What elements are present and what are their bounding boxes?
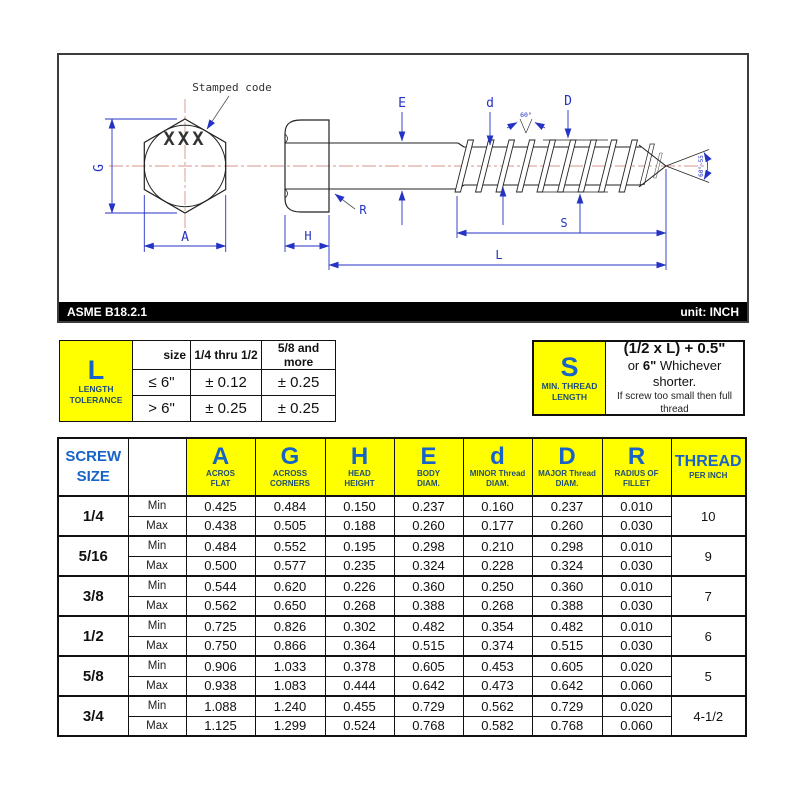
- screw-size-header: SCREW SIZE: [58, 438, 128, 496]
- main-dimension-table: [57, 437, 747, 737]
- value-cell: 0.544: [186, 576, 255, 596]
- value-cell: 0.237: [532, 496, 602, 516]
- col-header-large-sizes: 5/8 and more: [262, 341, 336, 370]
- value-cell: 0.729: [394, 696, 463, 716]
- value-cell: 0.010: [602, 576, 671, 596]
- value-cell: 1.083: [255, 676, 325, 696]
- value-cell: 0.060: [602, 716, 671, 736]
- stamped-code-label: Stamped code: [192, 81, 272, 94]
- value-cell: 0.360: [394, 576, 463, 596]
- value-cell: 0.866: [255, 636, 325, 656]
- screw-technical-drawing: [59, 55, 747, 302]
- value-cell: 0.425: [186, 496, 255, 516]
- col-header-g: G ACROSS CORNERS: [255, 438, 325, 496]
- dim-label-l: L: [495, 248, 503, 262]
- value-cell: 0.378: [325, 656, 394, 676]
- tolerance-value: ± 0.25: [262, 370, 336, 396]
- dim-label-s: S: [560, 216, 568, 230]
- threads-per-inch-cell: 7: [671, 576, 746, 616]
- value-cell: 0.482: [532, 616, 602, 636]
- min-thread-badge: [534, 342, 606, 414]
- value-cell: 0.906: [186, 656, 255, 676]
- threads-per-inch-cell: 4-1/2: [671, 696, 746, 736]
- standard-label: ASME B18.2.1: [67, 304, 148, 319]
- value-cell: 0.298: [532, 536, 602, 556]
- badge-letter-s: S: [560, 351, 579, 382]
- value-cell: 0.360: [532, 576, 602, 596]
- value-cell: 0.562: [186, 596, 255, 616]
- value-cell: 0.750: [186, 636, 255, 656]
- min-thread-formula: (1/2 x L) + 0.5": [623, 339, 726, 357]
- value-cell: 0.195: [325, 536, 394, 556]
- min-label: Min: [128, 536, 186, 556]
- max-label: Max: [128, 716, 186, 736]
- badge-sub-min-thread: MIN. THREAD: [541, 380, 598, 391]
- min-label: Min: [128, 616, 186, 636]
- min-label: Min: [128, 696, 186, 716]
- value-cell: 0.582: [463, 716, 532, 736]
- col-header-h: H HEAD HEIGHT: [325, 438, 394, 496]
- value-cell: 1.240: [255, 696, 325, 716]
- col-header-e: E BODY DIAM.: [394, 438, 463, 496]
- value-cell: 0.768: [394, 716, 463, 736]
- value-cell: 0.642: [394, 676, 463, 696]
- value-cell: 0.642: [532, 676, 602, 696]
- value-cell: 0.030: [602, 636, 671, 656]
- size-row-min: [58, 616, 746, 636]
- value-cell: 0.938: [186, 676, 255, 696]
- value-cell: 0.482: [394, 616, 463, 636]
- max-label: Max: [128, 676, 186, 696]
- value-cell: 0.515: [394, 636, 463, 656]
- dim-label-d-major: D: [564, 94, 572, 109]
- value-cell: 0.060: [602, 676, 671, 696]
- value-cell: 0.473: [463, 676, 532, 696]
- value-cell: 0.500: [186, 556, 255, 576]
- min-thread-length-box: [532, 340, 745, 416]
- dim-d-minor: [490, 112, 503, 225]
- col-header-d: d MINOR Thread DIAM.: [463, 438, 532, 496]
- value-cell: 0.250: [463, 576, 532, 596]
- value-cell: 0.210: [463, 536, 532, 556]
- value-cell: 0.577: [255, 556, 325, 576]
- value-cell: 0.188: [325, 516, 394, 536]
- value-cell: 0.324: [532, 556, 602, 576]
- min-thread-rule: [606, 339, 743, 416]
- value-cell: 0.524: [325, 716, 394, 736]
- value-cell: 0.388: [394, 596, 463, 616]
- value-cell: 0.177: [463, 516, 532, 536]
- value-cell: 0.455: [325, 696, 394, 716]
- dim-label-e: E: [398, 96, 406, 111]
- size-row-min: [58, 696, 746, 716]
- threads-per-inch-cell: 6: [671, 616, 746, 656]
- dim-label-g: G: [92, 164, 107, 172]
- unit-label: unit: INCH: [680, 304, 739, 319]
- screw-size-cell: 5/16: [58, 536, 128, 576]
- value-cell: 1.299: [255, 716, 325, 736]
- tolerance-value: ± 0.25: [262, 396, 336, 422]
- value-cell: 0.826: [255, 616, 325, 636]
- value-cell: 0.010: [602, 536, 671, 556]
- dim-label-r: R: [359, 203, 367, 217]
- value-cell: 0.388: [532, 596, 602, 616]
- size-row-min: [58, 496, 746, 516]
- badge-sub-tolerance: TOLERANCE: [69, 394, 123, 405]
- threads-per-inch-cell: 5: [671, 656, 746, 696]
- value-cell: 0.484: [255, 496, 325, 516]
- drawing-frame: [57, 53, 749, 323]
- size-row-max: [58, 636, 746, 656]
- value-cell: 0.020: [602, 696, 671, 716]
- max-label: Max: [128, 556, 186, 576]
- value-cell: 0.725: [186, 616, 255, 636]
- value-cell: 0.324: [394, 556, 463, 576]
- value-cell: 0.235: [325, 556, 394, 576]
- value-cell: 0.010: [602, 496, 671, 516]
- screw-size-cell: 1/2: [58, 616, 128, 656]
- point-angle-label: 60°~55: [698, 155, 705, 177]
- col-header-thread-per-inch: THREAD PER INCH: [671, 438, 746, 496]
- value-cell: 0.552: [255, 536, 325, 556]
- value-cell: 0.226: [325, 576, 394, 596]
- size-row-min: [58, 536, 746, 556]
- main-table-header-row: [58, 438, 746, 496]
- value-cell: 0.650: [255, 596, 325, 616]
- value-cell: 0.515: [532, 636, 602, 656]
- value-cell: 0.160: [463, 496, 532, 516]
- threads-per-inch-cell: 10: [671, 496, 746, 536]
- screw-size-cell: 1/4: [58, 496, 128, 536]
- badge-letter-l: L: [87, 354, 105, 385]
- value-cell: 0.562: [463, 696, 532, 716]
- value-cell: 0.268: [463, 596, 532, 616]
- tolerance-value: ± 0.12: [191, 370, 262, 396]
- value-cell: 0.030: [602, 516, 671, 536]
- stamped-code-marking: XXX: [163, 128, 207, 150]
- value-cell: 0.020: [602, 656, 671, 676]
- value-cell: 0.302: [325, 616, 394, 636]
- min-thread-note2: If screw too small then full thread: [616, 391, 733, 416]
- value-cell: 0.237: [394, 496, 463, 516]
- drawing-title-bar: [59, 302, 747, 321]
- value-cell: 0.298: [394, 536, 463, 556]
- size-row-max: [58, 676, 746, 696]
- value-cell: 0.374: [463, 636, 532, 656]
- max-label: Max: [128, 636, 186, 656]
- length-tolerance-table: [59, 340, 336, 422]
- value-cell: 0.605: [532, 656, 602, 676]
- empty-header-cell: [128, 438, 186, 496]
- value-cell: 0.768: [532, 716, 602, 736]
- size-row-max: [58, 516, 746, 536]
- size-row-max: [58, 556, 746, 576]
- value-cell: 0.620: [255, 576, 325, 596]
- value-cell: 1.033: [255, 656, 325, 676]
- value-cell: 0.438: [186, 516, 255, 536]
- thread-angle-annotation: [507, 111, 545, 133]
- size-row-min: [58, 576, 746, 596]
- centerlines: [109, 99, 704, 233]
- min-label: Min: [128, 576, 186, 596]
- length-tolerance-badge: [60, 341, 133, 422]
- value-cell: 0.268: [325, 596, 394, 616]
- value-cell: 0.453: [463, 656, 532, 676]
- value-cell: 0.228: [463, 556, 532, 576]
- badge-sub-length: LENGTH: [78, 383, 114, 394]
- tolerance-value: ± 0.25: [191, 396, 262, 422]
- row-label: ≤ 6": [133, 370, 191, 396]
- threads-per-inch-cell: 9: [671, 536, 746, 576]
- col-header-d: D MAJOR Thread DIAM.: [532, 438, 602, 496]
- size-row-max: [58, 716, 746, 736]
- badge-sub-length: LENGTH: [552, 391, 587, 402]
- main-table-body: [58, 496, 746, 736]
- col-header-a: A ACROS FLAT: [186, 438, 255, 496]
- value-cell: 0.030: [602, 596, 671, 616]
- col-header-small-sizes: 1/4 thru 1/2: [191, 341, 262, 370]
- size-header: size: [133, 341, 191, 370]
- screw-size-cell: 5/8: [58, 656, 128, 696]
- screw-size-cell: 3/8: [58, 576, 128, 616]
- min-label: Min: [128, 496, 186, 516]
- dim-label-a: A: [181, 230, 189, 245]
- stamped-code-leader: [207, 96, 229, 129]
- value-cell: 0.444: [325, 676, 394, 696]
- value-cell: 0.605: [394, 656, 463, 676]
- value-cell: 0.010: [602, 616, 671, 636]
- thread-angle-label: 60°: [520, 111, 532, 119]
- dim-label-h: H: [304, 229, 312, 243]
- value-cell: 0.260: [532, 516, 602, 536]
- screw-size-cell: 3/4: [58, 696, 128, 736]
- min-thread-note: or 6" Whichever shorter.: [627, 357, 722, 389]
- row-label: > 6": [133, 396, 191, 422]
- max-label: Max: [128, 596, 186, 616]
- value-cell: 0.260: [394, 516, 463, 536]
- value-cell: 0.505: [255, 516, 325, 536]
- col-header-r: R RADIUS OF FILLET: [602, 438, 671, 496]
- dim-label-d-minor: d: [486, 96, 494, 111]
- max-label: Max: [128, 516, 186, 536]
- value-cell: 0.030: [602, 556, 671, 576]
- fillet-leader: [335, 194, 355, 209]
- value-cell: 1.125: [186, 716, 255, 736]
- drawing-area: [59, 55, 747, 302]
- dim-d-major: [543, 110, 608, 233]
- size-row-min: [58, 656, 746, 676]
- size-row-max: [58, 596, 746, 616]
- min-label: Min: [128, 656, 186, 676]
- value-cell: 0.729: [532, 696, 602, 716]
- value-cell: 1.088: [186, 696, 255, 716]
- value-cell: 0.484: [186, 536, 255, 556]
- value-cell: 0.150: [325, 496, 394, 516]
- value-cell: 0.354: [463, 616, 532, 636]
- value-cell: 0.364: [325, 636, 394, 656]
